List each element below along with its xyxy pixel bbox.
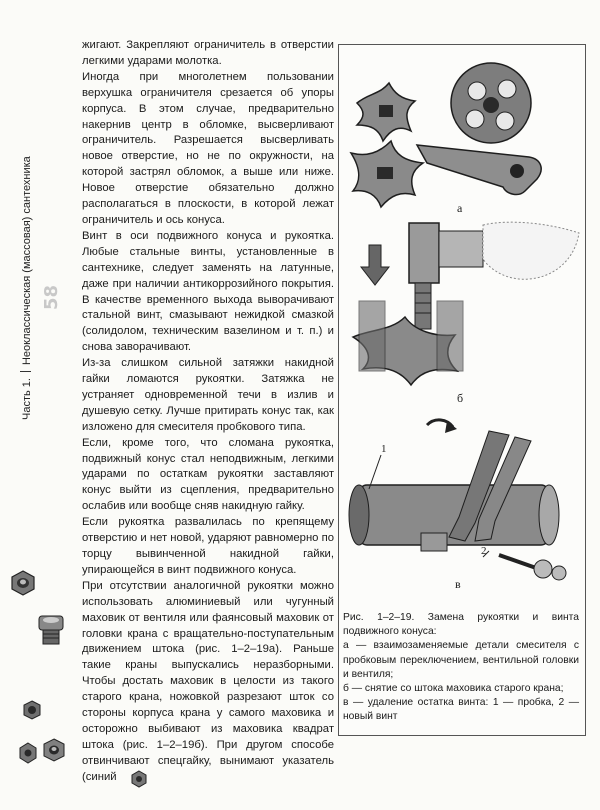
paragraph: Иногда при многолетнем пользовании верхушка ограничителя срезается об упоры корпуса. В этом случае, предварительно накернив центр в обломке, высверливают ограничитель. Разрешается высверливать новое отверстие, но не по окружности, на которой застрял обломок, а выше или ниже. Новое отверстие обязательно должно располагаться в плоскости, в которой лежат ограничитель и ось конуса. — [82, 70, 334, 226]
caption-item-c: в — удаление остатка винта: 1 — пробка, 2 — новый винт — [343, 697, 579, 723]
caption-title: Рис. 1–2–19. Замена рукоятки и винта подвижного конуса: — [343, 612, 579, 638]
figure-box — [338, 44, 586, 736]
page-number: 58 — [41, 284, 62, 310]
decorative-nut-icon — [10, 570, 36, 596]
header-divider — [20, 371, 31, 372]
paragraph: Если, кроме того, что сломана рукоятка, подвижный конус стал неподвижным, легкими ударами по остаткам рукоятки заставляют конус выйти из сцепления, предварительно ослабив или вообще сняв накидную гайку. — [82, 436, 334, 513]
paragraph: Винт в оси подвижного конуса и рукоятка. Любые стальные винты, установленные в сантехнике, следует заменять на латунные, даже при наличии антикоррозийного покрытия. В качестве временного выхода выворачивают стальной винт, смазывают нежидкой смазкой (солидолом, техническим вазелином и т. п.) и снова заворачивают. — [82, 229, 334, 354]
paragraph: Из-за слишком сильной затяжки накидной гайки ломаются рукоятки. Затяжка не устраняет одновременной течи в излив и душевую сетку. Лучше притирать конус так, как изложено для смесителя пробкового типа. — [82, 357, 334, 433]
paragraph: жигают. Закрепляют ограничитель в отверстии легкими ударами молотка. — [82, 39, 334, 67]
caption-item-a: а — взаимозаменяемые детали смесителя с пробковым переключением, вентильной головки и вентиля; — [343, 640, 579, 680]
decorative-nut-icon — [18, 742, 38, 764]
handle-parts-illustration — [351, 63, 541, 207]
figure-label-b: б — [457, 391, 464, 405]
decorative-nut-icon — [42, 738, 66, 762]
figure-label-c: в — [455, 577, 461, 591]
decorative-fitting-icon — [34, 612, 68, 648]
chapter-title: Неоклассическая (массовая) сантехника — [21, 156, 33, 366]
body-text — [82, 38, 334, 786]
callout-1: 1 — [381, 443, 387, 455]
figure-label-a: а — [457, 201, 463, 215]
chapter-sidebar — [14, 40, 58, 430]
figure-caption — [343, 611, 579, 725]
wheel-removal-illustration — [353, 222, 579, 385]
caption-item-b: б — снятие со штока маховика старого крана; — [343, 683, 564, 695]
paragraph: При отсутствии аналогичной рукоятки можно использовать алюминиевый или чугунный маховик от вентиля или фаянсовый маховик от головки крана с вращательно-поступательным движением штока (рис. 1–2–19а). Раньше такие краны выпускались неразборными. Чтобы достать маховик в целости из такого старого крана, ножовкой разрезают шток со стороны корпуса крана у самого маховика и осторожно выбивают из маховика квадрат штока (рис. 1–2–19б). При другом способе отвинчивают спецгайку, вынимают указатель (синий — [82, 579, 334, 783]
callout-2: 2 — [481, 545, 487, 557]
chapter-number: Часть 1. — [21, 378, 33, 420]
decorative-nut-icon — [130, 770, 148, 788]
paragraph: Если рукоятка развалилась по крепящему отверстию и нет новой, ударяют равномерно по торцу вывинченной накидной гайки, упирающейся в винт подвижного конуса. — [82, 516, 335, 576]
decorative-nut-icon — [22, 700, 42, 720]
figure-illustration — [339, 45, 585, 610]
chapter-header — [20, 50, 33, 420]
